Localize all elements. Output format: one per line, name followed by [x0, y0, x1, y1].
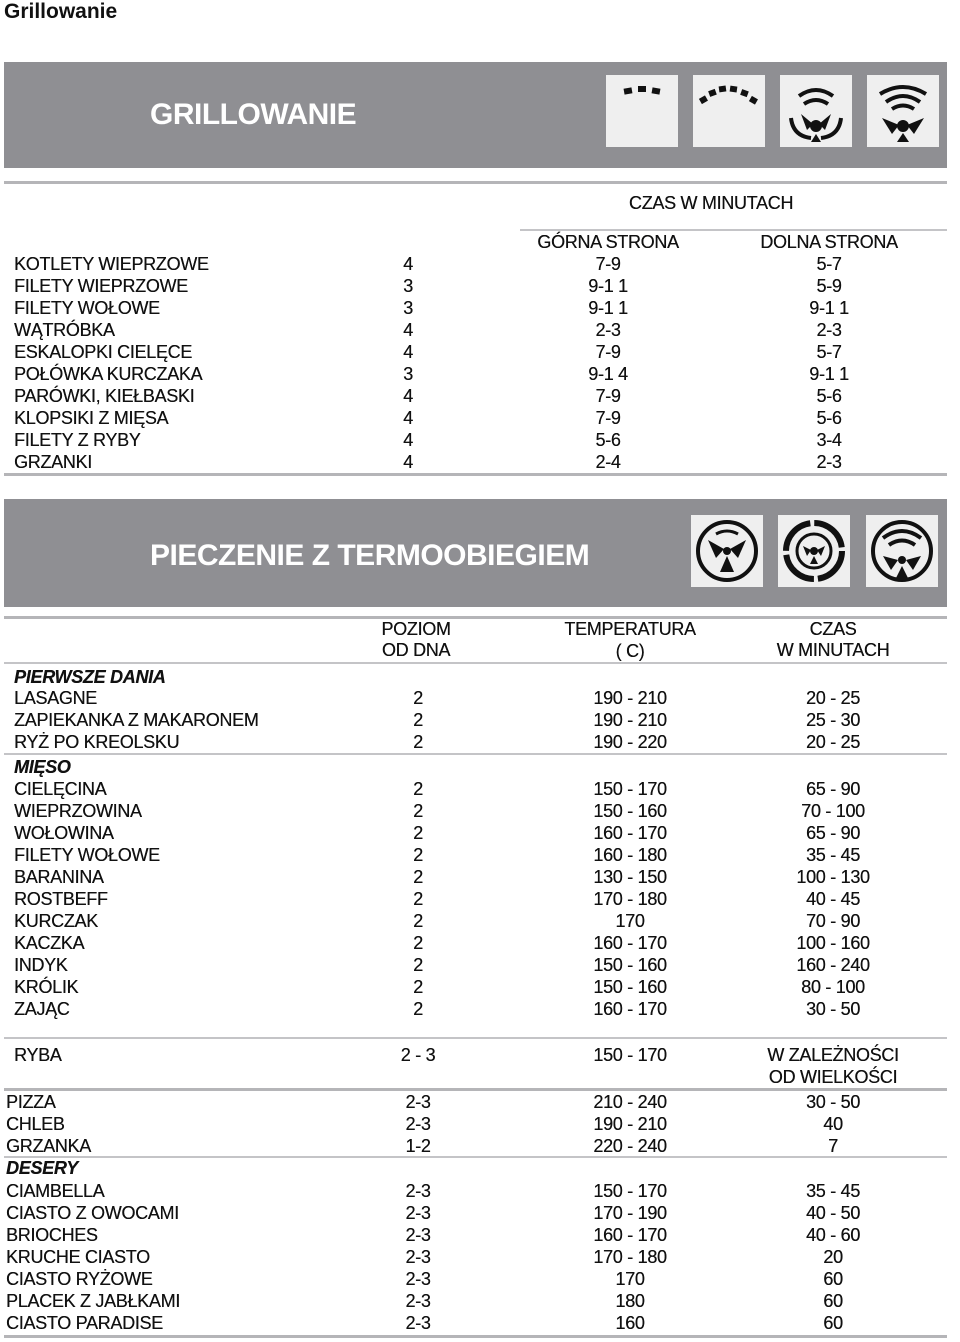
grill-row-bottom-time: 2-3	[816, 452, 842, 472]
bake-row-level: 2	[413, 889, 423, 909]
bake-row-temp: 150 - 170	[593, 1181, 667, 1201]
grill-banner-title: GRILLOWANIE	[150, 98, 357, 131]
grill-row-bottom-time: 5-7	[816, 254, 842, 274]
first-courses-rule	[4, 753, 947, 755]
bake-row-time: 40	[823, 1114, 843, 1134]
convection-grill-fan-icon	[866, 515, 938, 587]
bake-row-time: 20	[823, 1247, 843, 1267]
category-first-courses: PIERWSZE DANIA	[14, 667, 166, 687]
bake-row-temp: 160 - 170	[593, 933, 667, 953]
bake-row-name: GRZANKA	[6, 1136, 91, 1156]
bake-row-level: 2	[413, 977, 423, 997]
grill-top-icon	[606, 75, 678, 147]
bake-row-temp: 150 - 160	[593, 801, 667, 821]
col-temp-line2: ( C)	[615, 641, 645, 661]
bake-row-temp: 160 - 170	[593, 999, 667, 1019]
fish-name: RYBA	[14, 1045, 62, 1065]
bake-row-time: 7	[828, 1136, 838, 1156]
grill-row-top-time: 2-4	[595, 452, 621, 472]
col-level-line1: POZIOM	[381, 619, 451, 639]
fish-temp: 150 - 170	[593, 1045, 667, 1065]
grill-row-bottom-time: 2-3	[816, 320, 842, 340]
bake-row-level: 2	[413, 688, 423, 708]
grill-row-top-time: 9-1 4	[588, 364, 628, 384]
bread-bottom-rule	[4, 1156, 947, 1158]
bake-row-name: CIASTO RYŻOWE	[6, 1269, 153, 1289]
grill-row-level: 4	[403, 430, 413, 450]
bake-row-name: LASAGNE	[14, 688, 97, 708]
bake-row-time: 70 - 100	[801, 801, 865, 821]
grill-row-bottom-time: 5-6	[816, 386, 842, 406]
bake-row-level: 2-3	[405, 1092, 431, 1112]
bake-row-temp: 130 - 150	[593, 867, 667, 887]
bake-row-level: 2	[413, 933, 423, 953]
grill-row-name: ESKALOPKI CIELĘCE	[14, 342, 192, 362]
bake-row-level: 2	[413, 955, 423, 975]
bake-row-level: 2-3	[405, 1291, 431, 1311]
grill-row-level: 3	[403, 364, 413, 384]
bake-row-name: PLACEK Z JABŁKAMI	[6, 1291, 180, 1311]
bake-banner-title: PIECZENIE Z TERMOOBIEGIEM	[150, 539, 590, 572]
grill-fan-icon	[780, 75, 852, 147]
bake-row-level: 2-3	[405, 1313, 431, 1333]
bake-row-time: 25 - 30	[806, 710, 860, 730]
fish-top-rule	[4, 1037, 947, 1039]
bake-row-temp: 150 - 170	[593, 779, 667, 799]
bake-row-time: 60	[823, 1313, 843, 1333]
grill-row-name: POŁÓWKA KURCZAKA	[14, 364, 203, 384]
col-bottom-side: DOLNA STRONA	[760, 232, 898, 252]
bake-row-name: CIAMBELLA	[6, 1181, 105, 1201]
bake-row-name: ROSTBEFF	[14, 889, 108, 909]
grill-row-name: FILETY Z RYBY	[14, 430, 141, 450]
bake-row-name: CIELĘCINA	[14, 779, 107, 799]
grill-row-level: 3	[403, 298, 413, 318]
grill-row-top-time: 2-3	[595, 320, 621, 340]
bake-row-temp: 190 - 210	[593, 688, 667, 708]
bake-row-time: 80 - 100	[801, 977, 865, 997]
bake-row-time: 60	[823, 1269, 843, 1289]
bake-row-time: 70 - 90	[806, 911, 860, 931]
bake-row-time: 160 - 240	[796, 955, 870, 975]
bake-row-level: 2	[413, 732, 423, 752]
grill-row-top-time: 7-9	[595, 342, 621, 362]
bake-header-rule	[4, 616, 947, 619]
bake-row-level: 2-3	[405, 1181, 431, 1201]
bake-row-level: 2	[413, 823, 423, 843]
grill-row-top-time: 9-1 1	[588, 276, 628, 296]
bake-row-level: 2-3	[405, 1269, 431, 1289]
bake-row-level: 2	[413, 710, 423, 730]
grill-row-level: 4	[403, 320, 413, 340]
grill-row-top-time: 9-1 1	[588, 298, 628, 318]
grill-row-name: FILETY WIEPRZOWE	[14, 276, 188, 296]
bake-row-time: 65 - 90	[806, 779, 860, 799]
bake-row-level: 2	[413, 911, 423, 931]
grill-row-top-time: 7-9	[595, 408, 621, 428]
grill-row-bottom-time: 5-7	[816, 342, 842, 362]
bake-row-name: CHLEB	[6, 1114, 65, 1134]
bake-row-level: 2-3	[405, 1114, 431, 1134]
category-desserts: DESERY	[6, 1158, 78, 1178]
grill-row-level: 4	[403, 386, 413, 406]
page-title: Grillowanie	[4, 0, 118, 23]
bake-row-time: 35 - 45	[806, 845, 860, 865]
col-temp-line1: TEMPERATURA	[564, 619, 696, 639]
bake-row-name: KRÓLIK	[14, 977, 79, 997]
bake-row-name: CIASTO Z OWOCAMI	[6, 1203, 179, 1223]
bake-row-level: 2	[413, 845, 423, 865]
bake-row-name: PIZZA	[6, 1092, 56, 1112]
grill-row-name: PARÓWKI, KIEŁBASKI	[14, 386, 195, 406]
bake-row-level: 2-3	[405, 1225, 431, 1245]
bake-row-time: 20 - 25	[806, 732, 860, 752]
bake-row-temp: 170 - 190	[593, 1203, 667, 1223]
grill-row-name: WĄTRÓBKA	[14, 320, 115, 340]
bake-row-temp: 160 - 170	[593, 1225, 667, 1245]
grill-row-bottom-time: 9-1 1	[809, 298, 849, 318]
time-subheader-rule	[520, 229, 947, 231]
col-top-side: GÓRNA STRONA	[537, 232, 679, 252]
grill-row-name: GRZANKI	[14, 452, 92, 472]
bake-row-name: BRIOCHES	[6, 1225, 98, 1245]
grill-row-top-time: 7-9	[595, 254, 621, 274]
grill-wide-icon	[693, 75, 765, 147]
grill-row-top-time: 5-6	[595, 430, 621, 450]
fish-level: 2 - 3	[400, 1045, 436, 1065]
bake-row-name: ZAPIEKANKA Z MAKARONEM	[14, 710, 259, 730]
bake-row-time: 60	[823, 1291, 843, 1311]
bake-row-name: KACZKA	[14, 933, 85, 953]
convection-ring-icon	[778, 515, 850, 587]
bake-row-name: RYŻ PO KREOLSKU	[14, 732, 180, 752]
bake-row-time: 40 - 60	[806, 1225, 860, 1245]
fish-time-line2: OD WIELKOŚCI	[768, 1067, 898, 1087]
bake-row-level: 2-3	[405, 1203, 431, 1223]
bake-row-name: KURCZAK	[14, 911, 98, 931]
grill-row-level: 4	[403, 408, 413, 428]
bake-row-name: FILETY WOŁOWE	[14, 845, 160, 865]
bake-row-name: ZAJĄC	[14, 999, 70, 1019]
bake-row-temp: 160 - 180	[593, 845, 667, 865]
bake-row-name: WIEPRZOWINA	[14, 801, 142, 821]
bake-row-level: 2	[413, 779, 423, 799]
bake-row-level: 2	[413, 867, 423, 887]
bake-row-time: 65 - 90	[806, 823, 860, 843]
bake-row-temp: 150 - 160	[593, 955, 667, 975]
bake-row-time: 30 - 50	[806, 1092, 860, 1112]
bake-row-time: 20 - 25	[806, 688, 860, 708]
grill-bottom-rule	[4, 473, 947, 476]
bake-row-temp: 170	[615, 911, 645, 931]
grill-fan-wide-icon	[867, 75, 939, 147]
grill-header-rule	[4, 181, 947, 184]
bake-row-temp: 190 - 220	[593, 732, 667, 752]
grill-row-level: 4	[403, 452, 413, 472]
grill-row-level: 3	[403, 276, 413, 296]
bake-row-time: 35 - 45	[806, 1181, 860, 1201]
grill-row-name: KLOPSIKI Z MIĘSA	[14, 408, 169, 428]
grill-row-name: KOTLETY WIEPRZOWE	[14, 254, 209, 274]
bake-row-name: BARANINA	[14, 867, 104, 887]
bake-row-temp: 150 - 160	[593, 977, 667, 997]
col-time-line2: W MINUTACH	[776, 640, 890, 660]
grill-row-level: 4	[403, 342, 413, 362]
bake-row-temp: 220 - 240	[593, 1136, 667, 1156]
grill-row-bottom-time: 9-1 1	[809, 364, 849, 384]
bake-subheader-rule	[4, 662, 947, 664]
col-level-line2: OD DNA	[381, 640, 451, 660]
time-header: CZAS W MINUTACH	[628, 193, 794, 213]
bake-row-time: 30 - 50	[806, 999, 860, 1019]
bake-row-temp: 160 - 170	[593, 823, 667, 843]
grill-row-top-time: 7-9	[595, 386, 621, 406]
grill-row-level: 4	[403, 254, 413, 274]
bake-row-level: 2	[413, 999, 423, 1019]
convection-fan-icon	[691, 515, 763, 587]
bake-row-name: KRUCHE CIASTO	[6, 1247, 150, 1267]
bake-row-time: 40 - 45	[806, 889, 860, 909]
bake-row-temp: 170 - 180	[593, 889, 667, 909]
bake-bottom-rule	[4, 1335, 947, 1338]
grill-row-bottom-time: 5-9	[816, 276, 842, 296]
fish-time-line1: W ZALEŻNOŚCI	[767, 1045, 899, 1065]
bake-row-temp: 180	[615, 1291, 645, 1311]
bake-row-temp: 170 - 180	[593, 1247, 667, 1267]
bake-row-temp: 190 - 210	[593, 710, 667, 730]
category-meat: MIĘSO	[14, 757, 71, 777]
bake-row-name: CIASTO PARADISE	[6, 1313, 163, 1333]
bake-row-name: INDYK	[14, 955, 68, 975]
bake-row-temp: 210 - 240	[593, 1092, 667, 1112]
bake-row-time: 40 - 50	[806, 1203, 860, 1223]
grill-row-bottom-time: 5-6	[816, 408, 842, 428]
bake-row-time: 100 - 130	[796, 867, 870, 887]
bake-row-level: 2-3	[405, 1247, 431, 1267]
bake-row-temp: 190 - 210	[593, 1114, 667, 1134]
bake-row-time: 100 - 160	[796, 933, 870, 953]
bake-row-name: WOŁOWINA	[14, 823, 114, 843]
bake-row-temp: 170	[615, 1269, 645, 1289]
bake-row-level: 2	[413, 801, 423, 821]
grill-row-bottom-time: 3-4	[816, 430, 842, 450]
col-time-line1: CZAS	[809, 619, 857, 639]
bake-row-level: 1-2	[405, 1136, 431, 1156]
grill-row-name: FILETY WOŁOWE	[14, 298, 160, 318]
bake-row-temp: 160	[615, 1313, 645, 1333]
